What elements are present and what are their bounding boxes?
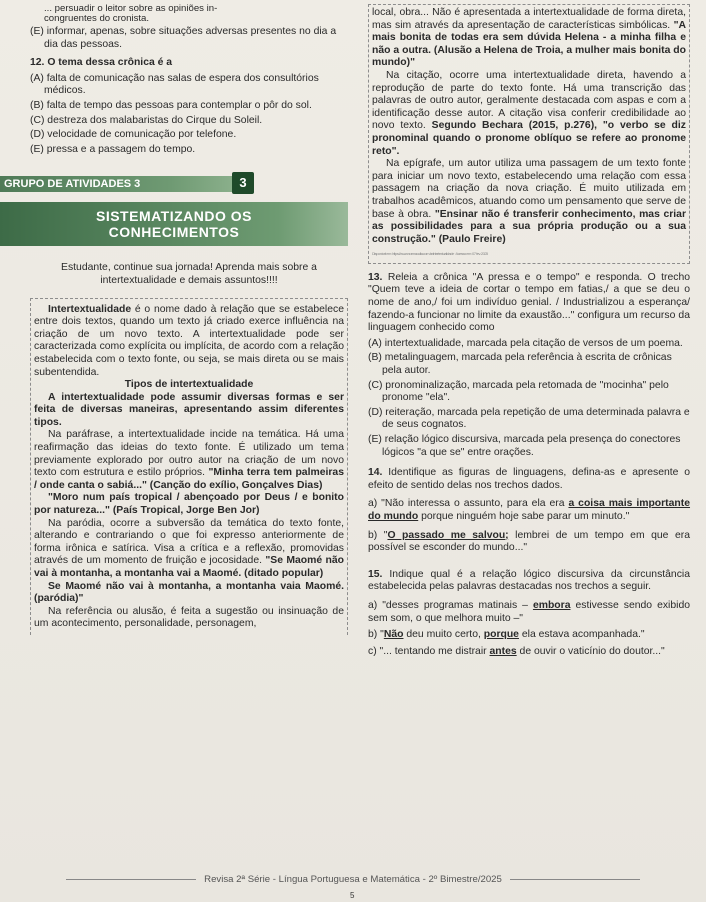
systematizing-banner xyxy=(0,202,348,246)
paraphrase-paragraph: Na paráfrase, a intertextualidade incide na temática. Há uma reafirmação das ideias do texto fonte. É utilizado um tema previamente explorado por outro autor na criação de um novo texto com estrutura e estilo próprios. "Minha terra tem palmeiras / onde canta o sabiá..." (Canção do exílio, Gonçalves Dias) xyxy=(34,429,344,491)
q15-item-c: c) "... tentando me distrair antes de ouvir o vaticínio do doutor..." xyxy=(368,645,665,657)
intertextuality-definition: Intertextualidade é o nome dado à relação que se estabelece entre dois textos, quando um texto já criado exerce influência na criação de um novo texto. A intertextualidade pode ser caracterizada como explícita ou implícita, de acordo com a relação estabelecida com o texto fonte, ou seja, se mais direta ou se mais subentendida. xyxy=(34,303,344,378)
q13-option-e: (E) relação lógico discursiva, marcada pela presença do conectores lógicos "a que se" entre orações. xyxy=(368,434,681,458)
citation-paragraph: Na citação, ocorre uma intertextualidade direta, havendo a reprodução de parte do texto fonte. Há uma transcrição das palavras de outro autor, geralmente destacada com aspas e com a identificação desse autor. A citação visa conferir credibilidade ao novo texto. Segundo Bechara (2015, p.276), "o verbo se diz pronominal quando o pronome oblíquo se refere ao pronome reto". xyxy=(372,69,686,157)
q13-option-d: (D) reiteração, marcada pela repetição de uma determinada palavra e de seus cognatos. xyxy=(368,406,690,431)
parody-paragraph: Na paródia, ocorre a subversão da temática do texto fonte, alterando e contrariando o que foi expresso anteriormente de forma irônica e satírica. Visa a crítica e a reflexão, promovidas através de um momento de fruição e jocosidade. "Se Maomé não vai à montanha, a montanha vai a Maomé. (ditado popular) xyxy=(34,517,344,579)
footer-rule-left xyxy=(66,879,196,880)
q12-option-d: (D) velocidade de comunicação por telefone. xyxy=(30,129,237,141)
q13-option-c: (C) pronominalização, marcada pela retomada de "mocinha" pelo pronome "ela". xyxy=(368,379,669,404)
q13-option-a: (A) intertextualidade, marcada pela citação de versos de um poema. xyxy=(368,337,683,349)
systematizing-line2: CONHECIMENTOS xyxy=(108,224,240,241)
q12-option-e: (E) pressa e a passagem do tempo. xyxy=(30,143,196,155)
theory-box xyxy=(30,298,348,635)
q15-item-b: b) "Não deu muito certo, porque ela estava acompanhada." xyxy=(368,629,645,641)
q12-option-a: (A) falta de comunicação nas salas de espera dos consultórios médicos. xyxy=(30,72,319,97)
page-number: 5 xyxy=(350,891,355,900)
footer-text: Revisa 2ª Série - Língua Portuguesa e Matemática - 2º Bimestre/2025 xyxy=(204,874,502,885)
parody-example: Se Maomé não vai à montanha, a montanha vaia Maomé. (paródia)" xyxy=(34,580,344,605)
q14-item-a: a) "Não interessa o assunto, para ela era a coisa mais importante do mundo porque ninguém hoje sabe parar um minuto." xyxy=(368,498,691,522)
types-heading: Tipos de intertextualidade xyxy=(124,379,254,391)
paraphrase-example: "Moro num país tropical / abençoado por Deus / e bonito por natureza..." (País Tropical, Jorge Ben Jor) xyxy=(34,492,344,517)
q12-option-b: (B) falta de tempo das pessoas para contemplar o pôr do sol. xyxy=(30,99,312,111)
intro-text: Estudante, continue sua jornada! Aprenda mais sobre a intertextualidade e demais assuntos!!!! xyxy=(61,262,317,286)
group-label: GRUPO DE ATIVIDADES 3 xyxy=(0,176,244,192)
page-footer xyxy=(0,874,706,885)
types-paragraph: A intertextualidade pode assumir diversas formas e ser feita de diversas maneiras, apresentando assim diferentes tipos. xyxy=(34,391,344,428)
footer-rule-right xyxy=(510,879,640,880)
q12-option-c: (C) destreza dos malabaristas do Cirque du Soleil. xyxy=(30,114,263,126)
q11-option-e: (E) informar, apenas, sobre situações adversas presentes no dia a dia das pessoas. xyxy=(30,26,337,50)
allusion-continuation: local, obra... Não é apresentada a intertextualidade de forma direta, mas sim através da apresentação de características simbólicas. "A mais bonita de todas era sem dúvida Helena - a minha filha e não a outra. (Alusão a Helena de Troia, a mulher mais bonita do mundo)" xyxy=(372,7,686,69)
q14-statement: 14. Identifique as figuras de linguagens, defina-as e apresente o efeito de sentido delas nos trechos dados. xyxy=(368,467,690,491)
q12-heading: 12. O tema dessa crônica é a xyxy=(30,57,173,69)
q13-option-b: (B) metalinguagem, marcada pela referência à escrita de crônicas pela autor. xyxy=(368,352,672,377)
q13-statement: 13. Releia a crônica "A pressa e o tempo" e responda. O trecho "Quem teve a ideia de cortar o tempo em fatias,/ a que se deu o nome de ano,/ foi um indivíduo genial. / Industrializou a esperança/ fazendo-a funcionar no limite da exaustão..." configura um recurso da linguagem conhecido como xyxy=(368,271,690,334)
epigraph-paragraph: Na epígrafe, um autor utiliza uma passagem de um texto fonte para iniciar um novo texto, estabelecendo uma relação com essa passagem na criação da nova criação. É muito utilizada em trabalhos acadêmicos, atuando como um pensamento que serve de base à obra. "Ensinar não é transferir conhecimento, mas criar as possibilidades para a sua própria produção ou a sua construção." (Paulo Freire) xyxy=(372,158,686,245)
q15-statement: 15. Indique qual é a relação lógico discursiva da circunstância estabelecida pelas palavras destacadas nos trechos a seguir. xyxy=(368,568,690,593)
source-note: Disponível em: https://www.normaculta.com.br/intertextualidade · Acesso em: 07 fev. 2025 xyxy=(372,251,488,257)
allusion-paragraph: Na referência ou alusão, é feita a sugestão ou insinuação de um acontecimento, personalidade, personagem, xyxy=(34,605,344,630)
theory-box-continued xyxy=(368,4,690,264)
systematizing-line1: SISTEMATIZANDO OS xyxy=(95,208,253,225)
left-column xyxy=(4,3,348,635)
q14-item-b: b) "O passado me salvou; lembrei de um tempo em que era possível se esconder do mundo..." xyxy=(368,529,690,554)
q15-item-a: a) "desses programas matinais – embora estivesse sendo exibido sem som, o que melhora muito –" xyxy=(368,599,691,624)
group-number-badge: 3 xyxy=(232,172,254,194)
right-column xyxy=(368,4,690,658)
previous-option-fragment: ... persuadir o leitor sobre as opiniões in- congruentes do cronista. xyxy=(44,3,218,24)
group-activities-banner xyxy=(0,172,348,194)
